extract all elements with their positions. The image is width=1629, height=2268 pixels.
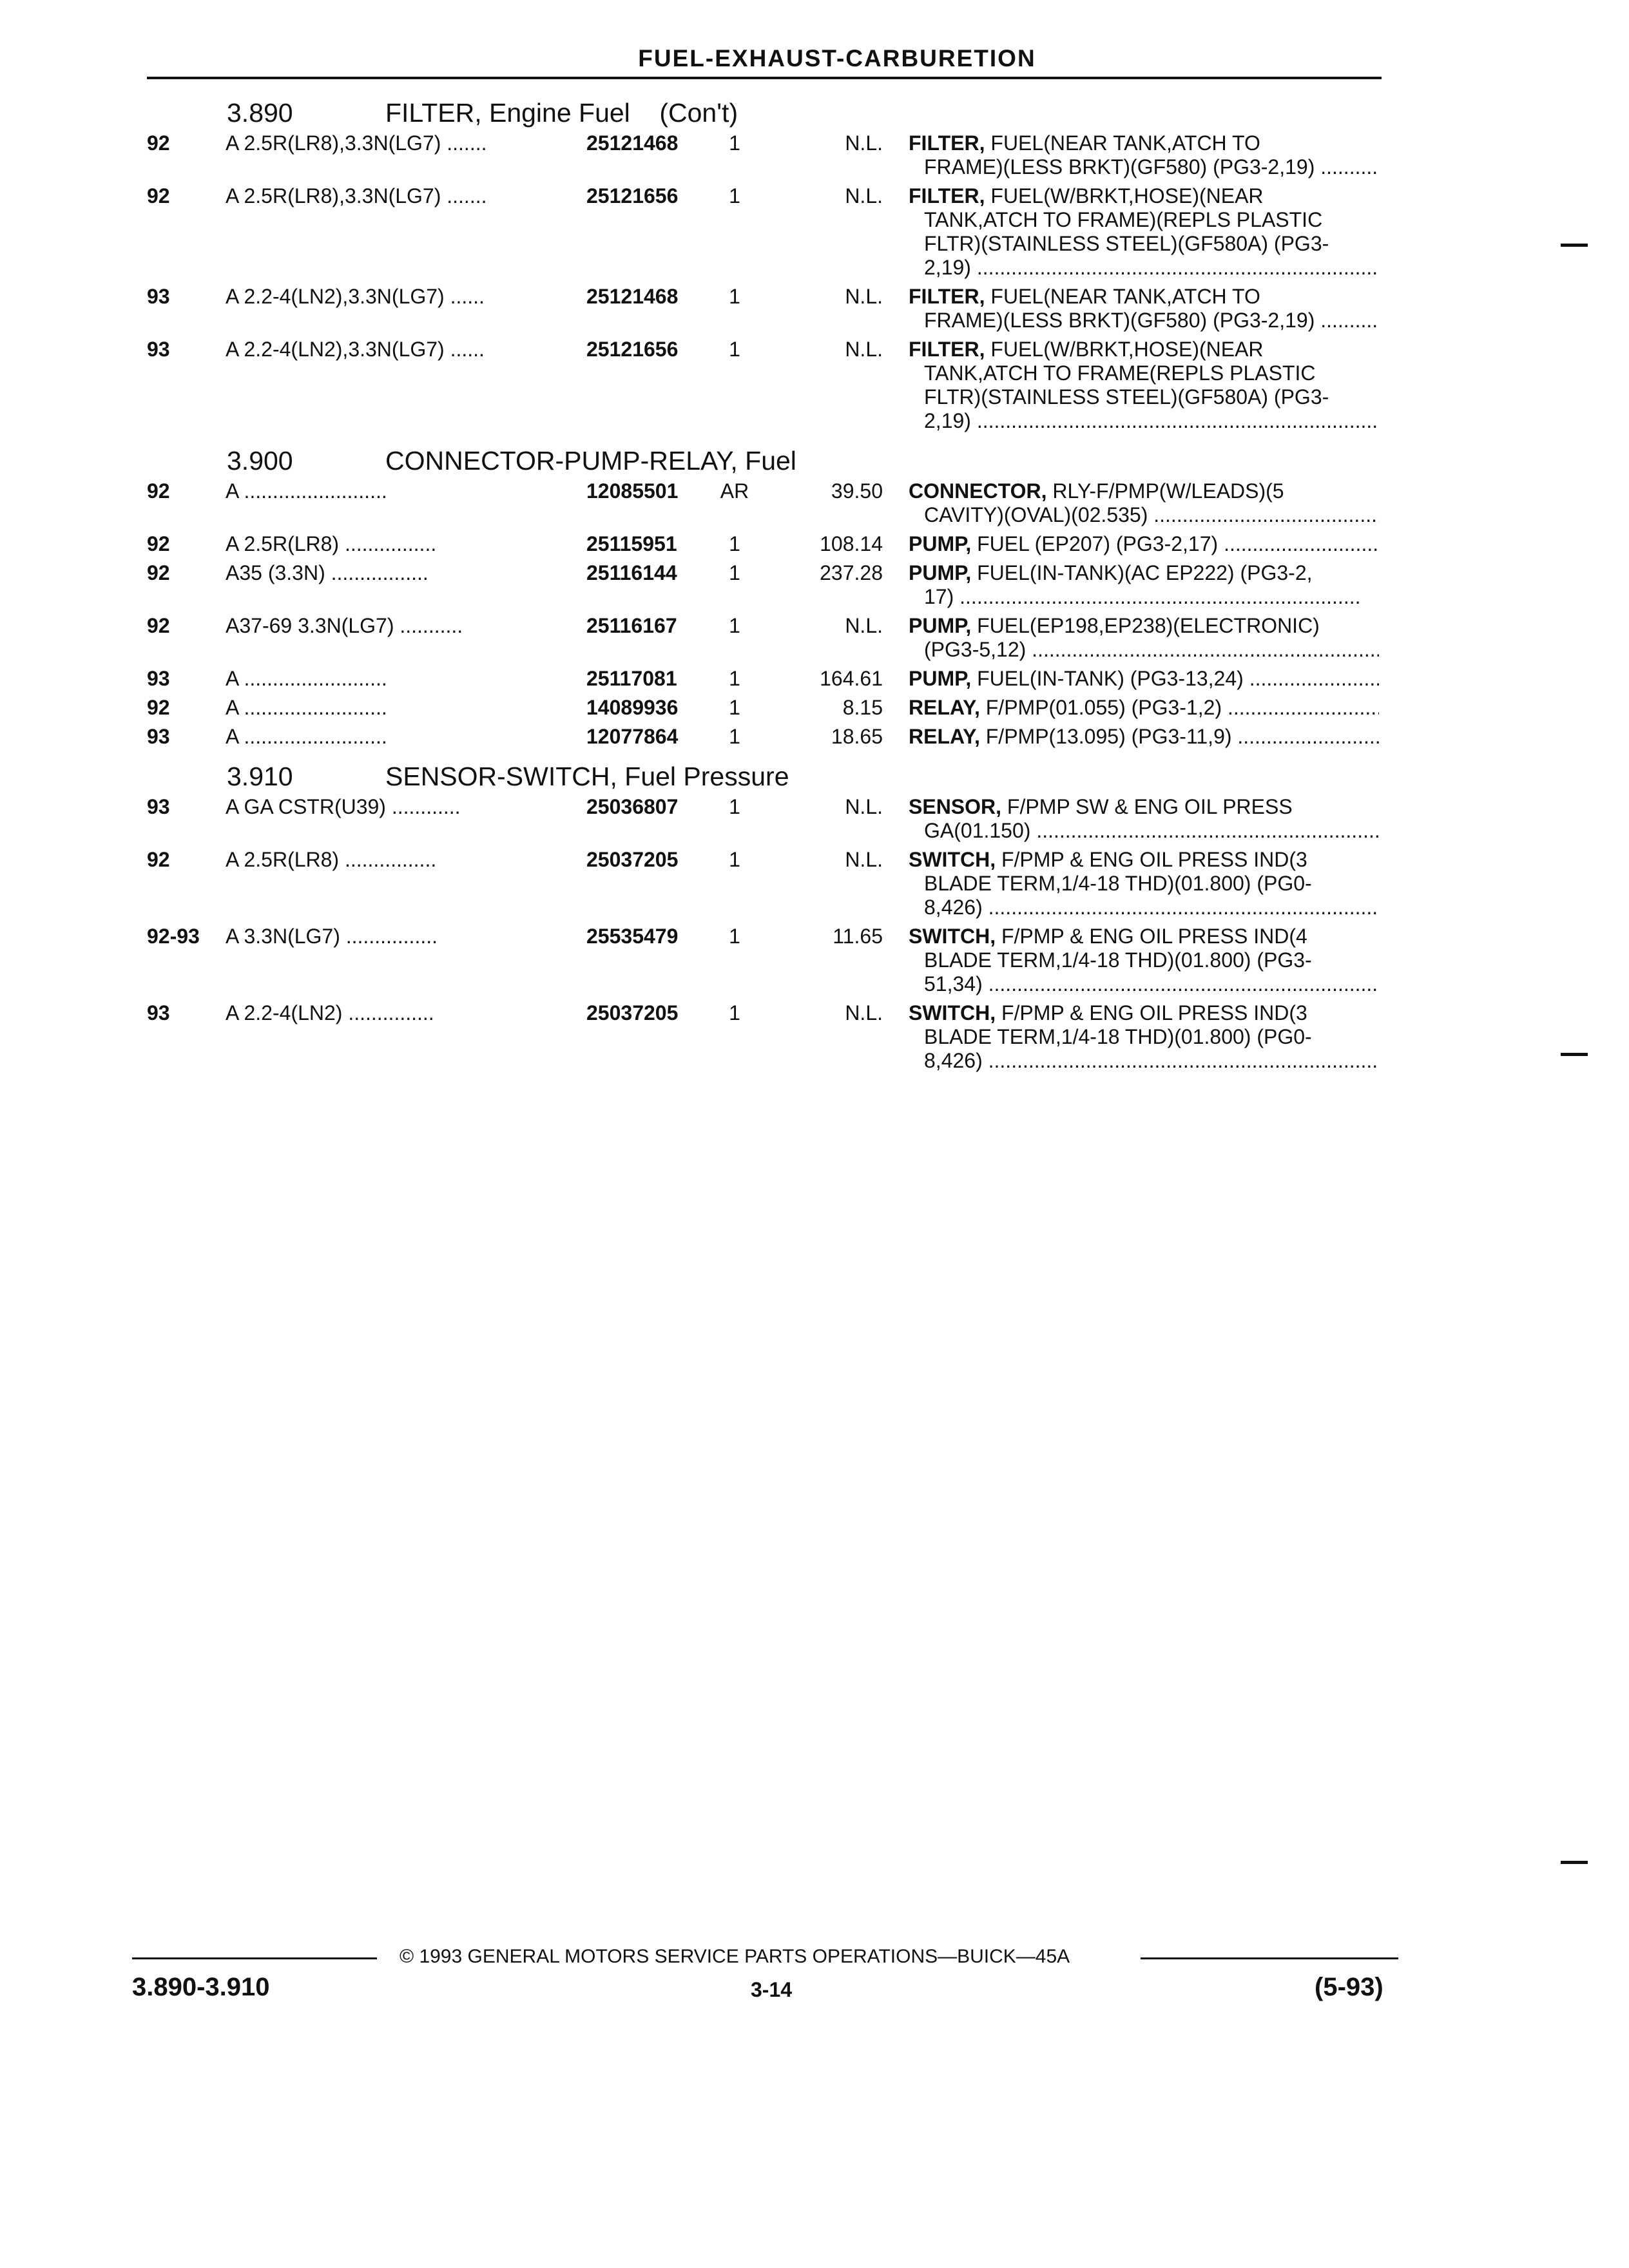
quantity: 1	[729, 561, 740, 584]
description-text: F/PMP(13.095) (PG3-11,9)	[979, 725, 1232, 748]
description-text: 17)	[924, 585, 954, 608]
parts-listing	[0, 90, 1629, 1078]
description-line	[909, 361, 1379, 385]
part-number: 12077864	[586, 725, 679, 748]
description-line	[909, 131, 1379, 155]
description-line	[909, 614, 1379, 638]
price: 39.50	[831, 479, 883, 503]
model-year: 93	[147, 1001, 170, 1024]
section-number: 3.910	[227, 762, 293, 791]
description-text: FUEL (EP207) (PG3-2,17)	[971, 532, 1219, 555]
price: N.L.	[845, 184, 883, 207]
price: 164.61	[820, 667, 883, 690]
margin-mark	[1561, 244, 1588, 247]
part-description	[909, 1001, 1379, 1073]
part-description	[909, 696, 1379, 720]
application: A 2.2-4(LN2),3.3N(LG7) ......	[226, 338, 485, 361]
description-keyword: CONNECTOR,	[909, 479, 1047, 503]
description-text: FUEL(IN-TANK) (PG3-13,24)	[971, 667, 1244, 690]
description-text: 2,19)	[924, 256, 971, 279]
part-number: 25116167	[586, 614, 677, 637]
parts-row	[0, 614, 1629, 662]
description-text: 51,34)	[924, 972, 983, 995]
part-description	[909, 479, 1379, 527]
description-keyword: SWITCH,	[909, 925, 996, 948]
description-text: (PG3-5,12)	[924, 638, 1027, 661]
description-text: FUEL(NEAR TANK,ATCH TO	[985, 285, 1260, 308]
model-year: 92	[147, 696, 170, 719]
description-text: GA(01.150)	[924, 819, 1031, 842]
section-name: SENSOR-SWITCH, Fuel Pressure	[385, 762, 789, 791]
description-keyword: PUMP,	[909, 561, 972, 584]
quantity: 1	[729, 667, 740, 690]
section-number: 3.900	[227, 446, 293, 476]
model-year: 93	[147, 338, 170, 361]
description-text: FUEL(W/BRKT,HOSE)(NEAR	[985, 338, 1264, 361]
application: A .........................	[226, 725, 387, 748]
part-number: 25115951	[586, 532, 677, 555]
parts-row	[0, 795, 1629, 843]
description-line	[909, 1001, 1379, 1025]
part-number: 25535479	[586, 925, 679, 948]
price: N.L.	[845, 795, 883, 818]
model-year: 93	[147, 285, 170, 308]
application: A 2.5R(LR8),3.3N(LG7) .......	[226, 131, 487, 155]
description-text: F/PMP SW & ENG OIL PRESS	[1001, 795, 1293, 818]
description-line	[909, 896, 1379, 919]
part-number: 25121656	[586, 184, 679, 207]
page-title: FUEL-EXHAUST-CARBURETION	[638, 45, 1036, 72]
part-description	[909, 925, 1379, 996]
parts-row	[0, 184, 1629, 280]
description-text: FLTR)(STAINLESS STEEL)(GF580A) (PG3-	[924, 385, 1329, 408]
quantity: AR	[720, 479, 749, 503]
copyright-notice: © 1993 GENERAL MOTORS SERVICE PARTS OPERATIONS—BUICK—45A	[400, 1946, 1070, 1967]
description-text: FLTR)(STAINLESS STEEL)(GF580A) (PG3-	[924, 232, 1329, 255]
part-number: 25121656	[586, 338, 679, 361]
price: N.L.	[845, 131, 883, 155]
application: A35 (3.3N) .................	[226, 561, 429, 584]
parts-row	[0, 338, 1629, 433]
price: N.L.	[845, 285, 883, 308]
description-line	[909, 256, 1379, 280]
description-line	[909, 479, 1379, 503]
part-number: 25036807	[586, 795, 679, 818]
parts-row	[0, 667, 1629, 691]
model-year: 92	[147, 848, 170, 871]
model-year: 93	[147, 795, 170, 818]
description-text: 2,19)	[924, 409, 971, 432]
description-line	[909, 208, 1379, 232]
page-header	[0, 45, 1629, 72]
section-heading	[0, 90, 1629, 131]
description-keyword: PUMP,	[909, 667, 972, 690]
part-number: 14089936	[586, 696, 679, 719]
application: A 3.3N(LG7) ................	[226, 925, 438, 948]
description-text: TANK,ATCH TO FRAME(REPLS PLASTIC	[924, 361, 1316, 385]
description-text: FUEL(IN-TANK)(AC EP222) (PG3-2,	[971, 561, 1313, 584]
section-heading	[0, 438, 1629, 479]
price: N.L.	[845, 614, 883, 637]
description-text: BLADE TERM,1/4-18 THD)(01.800) (PG0-	[924, 872, 1312, 895]
description-line	[909, 925, 1379, 948]
description-text: F/PMP(01.055) (PG3-1,2)	[979, 696, 1222, 719]
price: 8.15	[842, 696, 883, 719]
part-description	[909, 285, 1379, 332]
parts-row	[0, 561, 1629, 609]
description-keyword: FILTER,	[909, 184, 985, 207]
description-line	[909, 184, 1379, 208]
description-text: F/PMP & ENG OIL PRESS IND(3	[996, 1001, 1307, 1024]
footer-rule-left	[132, 1957, 377, 1959]
quantity: 1	[729, 532, 740, 555]
part-description	[909, 725, 1379, 749]
part-description	[909, 338, 1379, 433]
description-line	[909, 872, 1379, 896]
description-keyword: PUMP,	[909, 614, 972, 637]
application: A .........................	[226, 479, 387, 503]
section-name: FILTER, Engine Fuel (Con't)	[385, 98, 738, 128]
margin-mark	[1561, 1861, 1588, 1864]
model-year: 92	[147, 131, 170, 155]
description-text: F/PMP & ENG OIL PRESS IND(3	[996, 848, 1307, 871]
quantity: 1	[729, 1001, 740, 1024]
model-year: 93	[147, 667, 170, 690]
part-number: 25037205	[586, 848, 679, 871]
part-number: 25037205	[586, 1001, 679, 1024]
application: A 2.5R(LR8) ................	[226, 532, 437, 555]
part-number: 25121468	[586, 285, 679, 308]
description-line	[909, 503, 1379, 527]
description-text: F/PMP & ENG OIL PRESS IND(4	[996, 925, 1307, 948]
description-line	[909, 385, 1379, 409]
price: N.L.	[845, 1001, 883, 1024]
price: 237.28	[820, 561, 883, 584]
description-text: FRAME)(LESS BRKT)(GF580) (PG3-2,19)	[924, 155, 1315, 178]
revision-date: (5-93)	[1315, 1973, 1383, 2001]
part-description	[909, 184, 1379, 280]
description-keyword: SWITCH,	[909, 1001, 996, 1024]
section-name: CONNECTOR-PUMP-RELAY, Fuel	[385, 446, 796, 476]
description-line	[909, 638, 1379, 662]
part-number: 25117081	[586, 667, 677, 690]
description-keyword: RELAY,	[909, 725, 980, 748]
description-text: FRAME)(LESS BRKT)(GF580) (PG3-2,19)	[924, 309, 1315, 332]
description-line	[909, 667, 1379, 691]
parts-row	[0, 479, 1629, 527]
parts-row	[0, 725, 1629, 749]
quantity: 1	[729, 848, 740, 871]
description-line	[909, 696, 1379, 720]
model-year: 92	[147, 614, 170, 637]
model-year: 92	[147, 479, 170, 503]
description-keyword: RELAY,	[909, 696, 980, 719]
part-description	[909, 532, 1379, 556]
description-text: 8,426)	[924, 1049, 983, 1072]
description-line	[909, 155, 1379, 179]
price: 108.14	[820, 532, 883, 555]
application: A 2.2-4(LN2),3.3N(LG7) ......	[226, 285, 485, 308]
description-line	[909, 848, 1379, 872]
section-heading	[0, 754, 1629, 795]
description-line	[909, 795, 1379, 819]
description-text: BLADE TERM,1/4-18 THD)(01.800) (PG0-	[924, 1025, 1312, 1048]
description-line	[909, 819, 1379, 843]
quantity: 1	[729, 285, 740, 308]
description-line	[909, 948, 1379, 972]
description-line	[909, 532, 1379, 556]
application: A37-69 3.3N(LG7) ...........	[226, 614, 463, 637]
description-line	[909, 309, 1379, 332]
description-text: FUEL(EP198,EP238)(ELECTRONIC)	[971, 614, 1320, 637]
parts-row	[0, 532, 1629, 556]
description-line	[909, 338, 1379, 361]
part-description	[909, 795, 1379, 843]
description-line	[909, 725, 1379, 749]
description-line	[909, 972, 1379, 996]
section-number: 3.890	[227, 98, 293, 128]
quantity: 1	[729, 795, 740, 818]
part-description	[909, 848, 1379, 919]
description-text: BLADE TERM,1/4-18 THD)(01.800) (PG3-	[924, 948, 1312, 972]
description-text: FUEL(W/BRKT,HOSE)(NEAR	[985, 184, 1264, 207]
description-line	[909, 1025, 1379, 1049]
parts-row	[0, 285, 1629, 332]
description-line	[909, 232, 1379, 256]
model-year: 92	[147, 532, 170, 555]
application: A 2.5R(LR8),3.3N(LG7) .......	[226, 184, 487, 207]
description-keyword: FILTER,	[909, 285, 985, 308]
parts-row	[0, 1001, 1629, 1073]
part-description	[909, 561, 1379, 609]
part-number: 12085501	[586, 479, 679, 503]
margin-mark	[1561, 1053, 1588, 1056]
page-number: 3-14	[751, 1978, 793, 2001]
price: 18.65	[831, 725, 883, 748]
model-year: 92	[147, 184, 170, 207]
description-line	[909, 285, 1379, 309]
price: N.L.	[845, 338, 883, 361]
quantity: 1	[729, 925, 740, 948]
description-line	[909, 409, 1379, 433]
description-keyword: FILTER,	[909, 131, 985, 155]
parts-row	[0, 925, 1629, 996]
quantity: 1	[729, 696, 740, 719]
section-range: 3.890-3.910	[132, 1973, 270, 2001]
application: A GA CSTR(U39) ............	[226, 795, 461, 818]
part-description	[909, 614, 1379, 662]
model-year: 92	[147, 561, 170, 584]
application: A 2.2-4(LN2) ...............	[226, 1001, 434, 1024]
price: 11.65	[833, 925, 883, 948]
model-year: 92-93	[147, 925, 200, 948]
description-text: 8,426)	[924, 896, 983, 919]
quantity: 1	[729, 614, 740, 637]
description-text: FUEL(NEAR TANK,ATCH TO	[985, 131, 1260, 155]
application: A 2.5R(LR8) ................	[226, 848, 437, 871]
parts-row	[0, 848, 1629, 919]
parts-row	[0, 696, 1629, 720]
price: N.L.	[845, 848, 883, 871]
part-description	[909, 667, 1379, 691]
description-keyword: SENSOR,	[909, 795, 1002, 818]
description-text: TANK,ATCH TO FRAME)(REPLS PLASTIC	[924, 208, 1323, 231]
description-line	[909, 585, 1379, 609]
description-keyword: SWITCH,	[909, 848, 996, 871]
parts-row	[0, 131, 1629, 179]
description-line	[909, 561, 1379, 585]
quantity: 1	[729, 338, 740, 361]
part-number: 25121468	[586, 131, 679, 155]
model-year: 93	[147, 725, 170, 748]
quantity: 1	[729, 131, 740, 155]
description-keyword: PUMP,	[909, 532, 972, 555]
description-text: CAVITY)(OVAL)(02.535)	[924, 503, 1148, 526]
application: A .........................	[226, 667, 387, 690]
quantity: 1	[729, 184, 740, 207]
description-keyword: FILTER,	[909, 338, 985, 361]
description-text: RLY-F/PMP(W/LEADS)(5	[1046, 479, 1284, 503]
application: A .........................	[226, 696, 387, 719]
description-line	[909, 1049, 1379, 1073]
quantity: 1	[729, 725, 740, 748]
part-description	[909, 131, 1379, 179]
part-number: 25116144	[586, 561, 677, 584]
header-rule	[147, 77, 1382, 79]
footer-rule-right	[1141, 1957, 1398, 1959]
